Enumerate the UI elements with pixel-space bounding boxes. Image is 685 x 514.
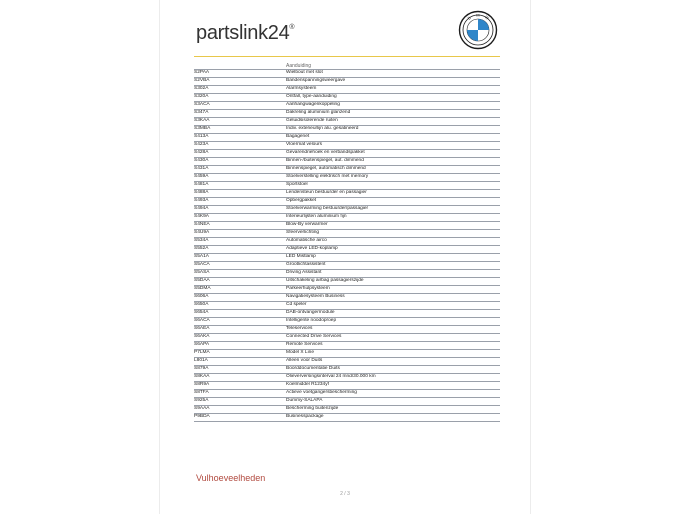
option-description: Teleservices bbox=[286, 326, 500, 334]
table-row bbox=[194, 118, 500, 126]
option-code: S4U9A bbox=[194, 230, 286, 238]
option-code: S650A bbox=[194, 302, 286, 310]
option-code: S5DAA bbox=[194, 278, 286, 286]
option-code: S8R9A bbox=[194, 382, 286, 390]
option-code: S6AEA bbox=[194, 326, 286, 334]
option-code: S606A bbox=[194, 294, 286, 302]
option-description: LED Mistlamp bbox=[286, 254, 500, 262]
option-code: S5DMA bbox=[194, 286, 286, 294]
option-description: Boorddocumentatie Duits bbox=[286, 366, 500, 374]
logo-text: partslink24 bbox=[196, 22, 290, 44]
option-code: S4K9A bbox=[194, 214, 286, 222]
option-code: S5ASA bbox=[194, 270, 286, 278]
table-row bbox=[194, 158, 500, 166]
option-code: S8KAA bbox=[194, 374, 286, 382]
table-row bbox=[194, 126, 500, 134]
option-description: Alleen voor Duits bbox=[286, 358, 500, 366]
option-code: S3ACA bbox=[194, 102, 286, 110]
table-row bbox=[194, 318, 500, 326]
table-row bbox=[194, 94, 500, 102]
option-code: S2PAA bbox=[194, 70, 286, 78]
option-code: S488A bbox=[194, 190, 286, 198]
option-code: S347A bbox=[194, 110, 286, 118]
option-description: Automatische airco bbox=[286, 238, 500, 246]
option-code: S5A1A bbox=[194, 254, 286, 262]
option-description: Actieve voetgangersbescherming bbox=[286, 390, 500, 398]
option-code: S4NEA bbox=[194, 222, 286, 230]
option-code: S428A bbox=[194, 150, 286, 158]
option-code: S493A bbox=[194, 198, 286, 206]
option-description: Bagagenet bbox=[286, 134, 500, 142]
option-description: Dakreling aluminium glanzend bbox=[286, 110, 500, 118]
option-code: S3MBA bbox=[194, 126, 286, 134]
table-row bbox=[194, 398, 500, 406]
table-row bbox=[194, 206, 500, 214]
table-row bbox=[194, 86, 500, 94]
option-code: S431A bbox=[194, 166, 286, 174]
table-row bbox=[194, 382, 500, 390]
option-code: S925A bbox=[194, 398, 286, 406]
table-row bbox=[194, 78, 500, 86]
option-description: Interieurlijsten aluminium fijn bbox=[286, 214, 500, 222]
option-code: S8TFA bbox=[194, 390, 286, 398]
option-description: Binnenspiegel, automatisch dimmend bbox=[286, 166, 500, 174]
option-description: Bandenspanningsweergave bbox=[286, 78, 500, 86]
table-row bbox=[194, 374, 500, 382]
option-code: S459A bbox=[194, 174, 286, 182]
option-code: S9AAA bbox=[194, 406, 286, 414]
option-code: S552A bbox=[194, 246, 286, 254]
option-description: Dummy-SALAPA bbox=[286, 398, 500, 406]
option-code: L801A bbox=[194, 358, 286, 366]
table-row bbox=[194, 166, 500, 174]
option-description: Businesspackage bbox=[286, 414, 500, 422]
option-code: S6APA bbox=[194, 342, 286, 350]
table-row bbox=[194, 406, 500, 414]
table-row bbox=[194, 134, 500, 142]
table-row bbox=[194, 230, 500, 238]
option-code: S413A bbox=[194, 134, 286, 142]
option-description: Olieverversingsinterval 24 mnd/30.000 km bbox=[286, 374, 500, 382]
table-row bbox=[194, 358, 500, 366]
option-code: S654A bbox=[194, 310, 286, 318]
option-code: S302A bbox=[194, 86, 286, 94]
table-row bbox=[194, 246, 500, 254]
logo-registered-mark: ® bbox=[289, 24, 295, 31]
option-description: Geluidsisolerende ruiten bbox=[286, 118, 500, 126]
svg-text:M: M bbox=[476, 12, 480, 18]
table-row bbox=[194, 70, 500, 78]
option-code: S494A bbox=[194, 206, 286, 214]
table-row bbox=[194, 390, 500, 398]
option-description: Alarmsysteem bbox=[286, 86, 500, 94]
table-row bbox=[194, 262, 500, 270]
option-description: Model X Line bbox=[286, 350, 500, 358]
option-description: Grootlichtassistent bbox=[286, 262, 500, 270]
table-row bbox=[194, 142, 500, 150]
option-code: S879A bbox=[194, 366, 286, 374]
option-description: Ontfall, type-aanduiding bbox=[286, 94, 500, 102]
option-description: Binnen-/buitenspiegel, aut. dimmend bbox=[286, 158, 500, 166]
option-description: Uitschakeling airbag passagierszijde bbox=[286, 278, 500, 286]
header-divider bbox=[194, 56, 500, 57]
option-description: Stoelverstelling elektrisch met memory bbox=[286, 174, 500, 182]
option-code: P9BDA bbox=[194, 414, 286, 422]
option-description: Lendensteun bestuurder en passagier bbox=[286, 190, 500, 198]
option-code: S6ACA bbox=[194, 318, 286, 326]
document-page bbox=[160, 0, 530, 514]
table-row bbox=[194, 254, 500, 262]
table-row bbox=[194, 278, 500, 286]
option-description: Parkeerhulpsysteem bbox=[286, 286, 500, 294]
option-description: DAB-ontvangermodule bbox=[286, 310, 500, 318]
table-row bbox=[194, 270, 500, 278]
option-code: S6AKA bbox=[194, 334, 286, 342]
table-row bbox=[194, 342, 500, 350]
table-row bbox=[194, 310, 500, 318]
option-description: Sfeerverlichting bbox=[286, 230, 500, 238]
table-row bbox=[194, 190, 500, 198]
option-description: Intelligente noodoproep bbox=[286, 318, 500, 326]
section-heading-fluid-capacities: Vulhoeveelheden bbox=[196, 473, 266, 483]
table-row bbox=[194, 414, 500, 422]
option-code: S5ACA bbox=[194, 262, 286, 270]
option-description: Gevarendriehoek en verbandspakket bbox=[286, 150, 500, 158]
partslink24-logo bbox=[196, 22, 294, 45]
bmw-logo-icon bbox=[458, 10, 498, 50]
option-code: S320A bbox=[194, 94, 286, 102]
option-description: Koelmiddel R1234yf bbox=[286, 382, 500, 390]
page-number: 2 / 3 bbox=[340, 491, 350, 497]
option-code: S430A bbox=[194, 158, 286, 166]
table-row bbox=[194, 366, 500, 374]
option-description: Adaptieve LED-koplamp bbox=[286, 246, 500, 254]
column-header-description: Aanduiding bbox=[286, 63, 500, 70]
option-description: Indiv. exterieurlijn alu. gesatineerd bbox=[286, 126, 500, 134]
option-description: Connected Drive Services bbox=[286, 334, 500, 342]
table-row bbox=[194, 174, 500, 182]
table-row bbox=[194, 350, 500, 358]
equipment-table bbox=[194, 63, 500, 422]
table-row bbox=[194, 182, 500, 190]
table-row bbox=[194, 302, 500, 310]
option-description: Remote Services bbox=[286, 342, 500, 350]
option-description: Driving Assistant bbox=[286, 270, 500, 278]
svg-text:B: B bbox=[466, 15, 472, 21]
option-description: Vloermat velours bbox=[286, 142, 500, 150]
option-code: S3KAA bbox=[194, 118, 286, 126]
option-code: S534A bbox=[194, 238, 286, 246]
table-row bbox=[194, 334, 500, 342]
option-description: Opbergpakket bbox=[286, 198, 500, 206]
table-row bbox=[194, 326, 500, 334]
table-row bbox=[194, 110, 500, 118]
option-code: S481A bbox=[194, 182, 286, 190]
option-description: Navigatiesysteem Business bbox=[286, 294, 500, 302]
table-row bbox=[194, 198, 500, 206]
option-description: Bescherming buitenzijde bbox=[286, 406, 500, 414]
option-description: Stoelverwarming bestuurder/passagier bbox=[286, 206, 500, 214]
table-row bbox=[194, 238, 500, 246]
option-code: S2VBA bbox=[194, 78, 286, 86]
option-code: P7LMA bbox=[194, 350, 286, 358]
option-description: Wielbout met slot bbox=[286, 70, 500, 78]
table-row bbox=[194, 214, 500, 222]
option-description: Aanhangwagenkoppeling bbox=[286, 102, 500, 110]
table-row bbox=[194, 286, 500, 294]
table-row bbox=[194, 294, 500, 302]
option-code: S423A bbox=[194, 142, 286, 150]
table-row bbox=[194, 222, 500, 230]
option-description: Cd speler bbox=[286, 302, 500, 310]
table-row bbox=[194, 102, 500, 110]
option-description: Sportstoel bbox=[286, 182, 500, 190]
option-description: Blow-By verwarmer bbox=[286, 222, 500, 230]
svg-text:W: W bbox=[483, 14, 490, 21]
table-row bbox=[194, 150, 500, 158]
